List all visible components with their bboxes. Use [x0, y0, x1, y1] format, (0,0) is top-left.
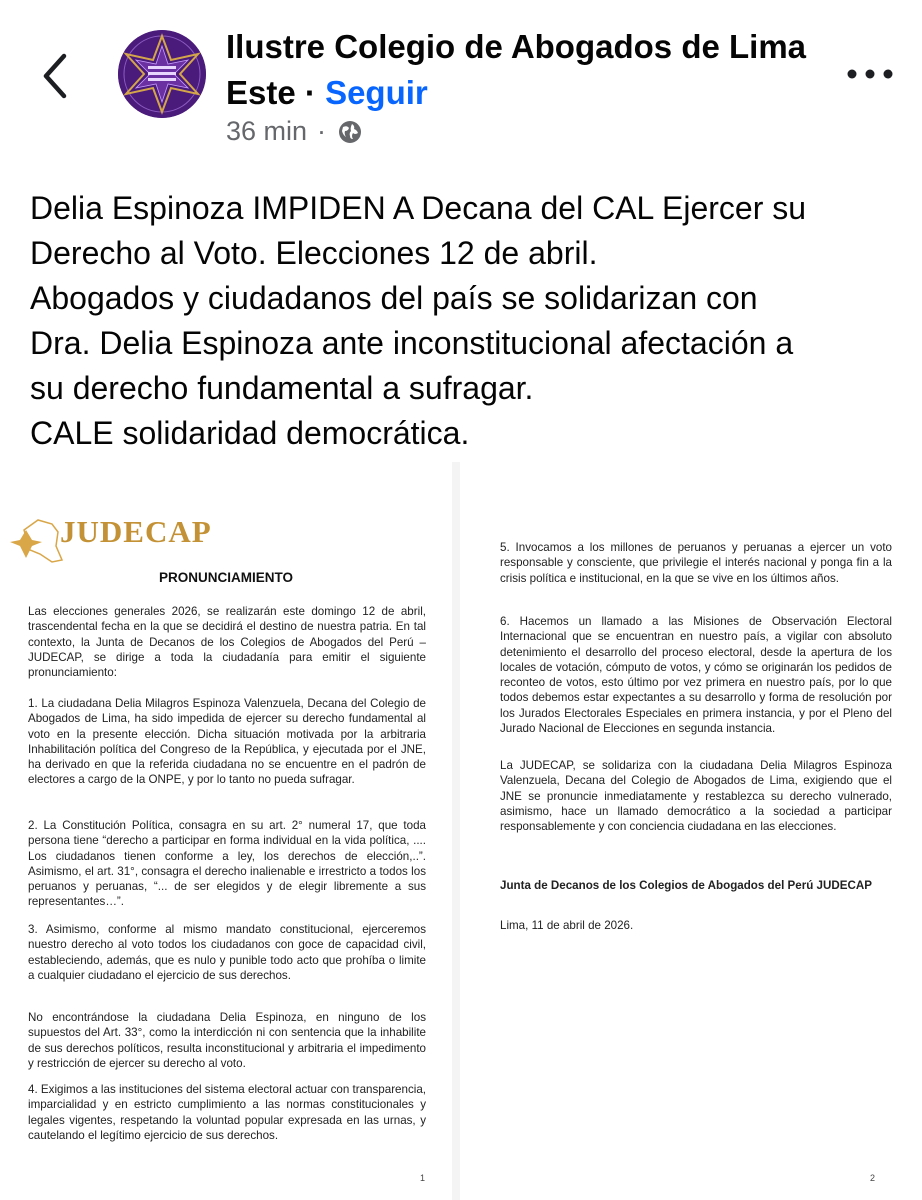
page-name-link[interactable]: Ilustre Colegio de Abogados de Lima Este	[226, 28, 807, 111]
post-header	[0, 0, 922, 160]
doc-paragraph: 6. Hacemos un llamado a las Misiones de Observación Electoral Internacional que se encuentran en nuestro país, a vigilar con absoluto detenimiento el desarrollo del proceso electoral, desde la apertura de los locales de votación, cómputo de votos, y cómo se originarán los pedidos de reconteo de votos, esto último por vez primera en nuestro país, por lo que todos debemos estar expectantes a su desarrollo y forma de resolución por los Jurados Electorales Especiales en primera instancia, y por el Pleno del Jurado Nacional de Elecciones en segunda instancia.	[500, 615, 892, 736]
globe-icon	[336, 118, 364, 146]
document-page-2	[460, 462, 922, 1200]
post-text	[30, 186, 900, 456]
star-emblem-icon	[118, 30, 206, 118]
post-line: su derecho fundamental a sufragar.	[30, 370, 534, 406]
document-page-1	[0, 462, 452, 1200]
doc-signature: Junta de Decanos de los Colegios de Abogados del Perú JUDECAP	[500, 879, 872, 892]
post-meta	[226, 116, 364, 147]
post-line: Abogados y ciudadanos del país se solidarizan con	[30, 280, 758, 316]
more-horizontal-icon	[840, 62, 900, 86]
avatar[interactable]	[118, 30, 206, 118]
chevron-left-icon	[36, 48, 76, 104]
doc-paragraph: 2. La Constitución Política, consagra en su art. 2° numeral 17, que toda persona tiene “derecho a participar en forma individual en la vida política, .... Los ciudadanos tienen conforme a ley, los derechos de elección,..”. Asimismo, el art. 31°, consagra el derecho inalienable e irrestricto a todos los peruanos y peruanas, “... de ser elegidos y de elegir libremente a sus representantes…”.	[28, 819, 426, 909]
post-line: Delia Espinoza IMPIDEN A Decana del CAL Ejercer su	[30, 190, 807, 226]
back-button[interactable]	[36, 48, 76, 104]
page-number: 2	[870, 1173, 876, 1183]
doc-paragraph: 3. Asimismo, conforme al mismo mandato constitucional, ejerceremos nuestro derecho al voto todos los ciudadanos con goce de capacidad civil, estableciendo, además, que es nulo y punible todo acto que prohíba o limite a cualquier ciudadano el ejercicio de sus derechos.	[28, 923, 426, 982]
doc-paragraph: No encontrándose la ciudadana Delia Espinoza, en ninguno de los supuestos del Art. 33°, como la interdicción ni con sentencia que la inhabilite de sus derechos políticos, resulta inconstitucional y arbitraria el impedimento y restricción de ejercer su derecho al voto.	[28, 1011, 426, 1070]
doc-paragraph: 1. La ciudadana Delia Milagros Espinoza Valenzuela, Decana del Colegio de Abogados de Lima, ha sido impedida de ejercer su derecho fundamental al voto en la presente elección. Dicha situación motivada por la arbitraria Inhabilitación política del Congreso de la República, y ejecutada por el JNE, ha derivado en que la referida ciudadana no se encuentre en el padrón de electores a cargo de la ONPE, y por lo tanto no pueda sufragar.	[28, 697, 426, 787]
more-options-button[interactable]	[840, 62, 900, 86]
follow-button[interactable]: Seguir	[325, 74, 428, 111]
doc-paragraph: 5. Invocamos a los millones de peruanos y peruanas a ejercer un voto responsable y consciente, que privilegie el interés nacional y ponga fin a la crisis política e institucional, en la que se vive en los últimos años.	[500, 541, 892, 585]
doc-paragraph: Las elecciones generales 2026, se realizarán este domingo 12 de abril, trascendental fecha en la que se decidirá el destino de nuestra patria. En tal contexto, la Junta de Decanos de los Colegios de Abogados del Perú – JUDECAP, se dirige a toda la ciudadanía para emitir el siguiente pronunciamiento:	[28, 605, 426, 680]
post-time[interactable]: 36 min	[226, 116, 308, 146]
meta-separator: ·	[317, 116, 327, 146]
post-line: CALE solidaridad democrática.	[30, 415, 470, 451]
page-number: 1	[420, 1173, 426, 1183]
judecap-logo-text: JUDECAP	[60, 514, 212, 549]
document-title: PRONUNCIAMIENTO	[158, 570, 293, 585]
title-separator: ·	[304, 74, 316, 111]
post-line: Dra. Delia Espinoza ante inconstitucional afectación a	[30, 325, 794, 361]
doc-date: Lima, 11 de abril de 2026.	[500, 919, 634, 932]
doc-paragraph: 4. Exigimos a las instituciones del sistema electoral actuar con transparencia, imparcialidad y en estricto cumplimiento a las normas constitucionales y legales vigentes, respetando la voluntad popular expresada en las urnas, y cautelando el legítimo ejercicio de sus derechos.	[28, 1083, 426, 1142]
page-title	[226, 24, 826, 116]
post-image-attachment[interactable]	[0, 462, 922, 1200]
post-line: Derecho al Voto. Elecciones 12 de abril.	[30, 235, 598, 271]
doc-paragraph: La JUDECAP, se solidariza con la ciudadana Delia Milagros Espinoza Valenzuela, Decana del Colegio de Abogados de Lima, exigiendo que el JNE se pronuncie inmediatamente y restablezca su derecho vulnerado, asimismo, hace un llamado democrático a la sociedad a participar responsablemente y con conciencia ciudadana en las elecciones.	[500, 759, 892, 834]
